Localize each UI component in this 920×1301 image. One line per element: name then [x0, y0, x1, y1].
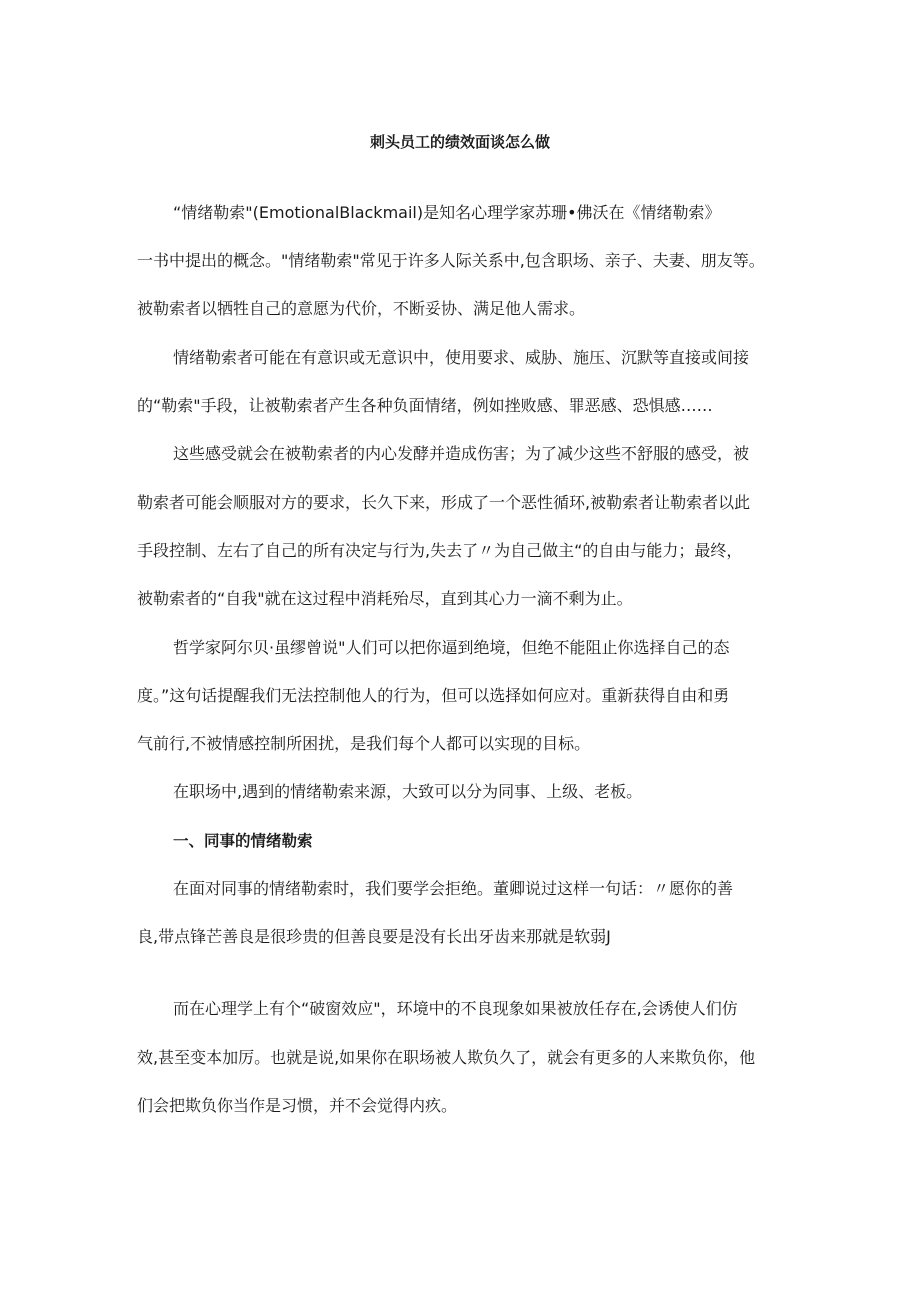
paragraph-line: 被勒索者的“自我"就在这过程中消耗殆尽，直到其心力一滴不剩为止。 — [137, 589, 633, 608]
paragraph-line: 良,带点锋芒善良是很珍贵的但善良要是没有长出牙齿来那就是软弱J — [137, 927, 611, 946]
paragraph-line: 们会把欺负你当作是习惯，并不会觉得内疚。 — [137, 1096, 458, 1115]
paragraph-line: 勒索者可能会顺服对方的要求，长久下来，形成了一个恶性循环,被勒索者让勒索者以此 — [137, 493, 751, 512]
paragraph-line: 被勒索者以牺牲自己的意愿为代价，不断妥协、满足他人需求。 — [137, 299, 586, 318]
paragraph-line: 手段控制、左右了自己的所有决定与行为,失去了〃为自己做主“的自由与能力；最终， — [137, 541, 743, 560]
paragraph-line: 一书中提出的概念。"情绪勒索"常见于许多人际关系中,包含职场、亲子、夫妻、朋友等。 — [137, 251, 765, 270]
paragraph-line: 的“勒索"手段，让被勒索者产生各种负面情绪，例如挫败感、罪恶感、恐惧感…… — [137, 396, 713, 415]
document-title: 刺头员工的绩效面谈怎么做 — [369, 133, 550, 151]
paragraph-line: 效,甚至变本加厉。也就是说,如果你在职场被人欺负久了，就会有更多的人来欺负你，他 — [137, 1048, 756, 1067]
paragraph-line: 这些感受就会在被勒索者的内心发酵并造成伤害；为了减少这些不舒服的感受，被 — [173, 444, 750, 463]
paragraph-line: 度。”这句话提醒我们无法控制他人的行为，但可以选择如何应对。重新获得自由和勇 — [137, 686, 730, 705]
paragraph-line: 在面对同事的情绪勒索时，我们要学会拒绝。董卿说过这样一句话：〃愿你的善 — [173, 879, 734, 898]
paragraph-line: 哲学家阿尔贝·虽缪曾说"人们可以把你逼到绝境，但绝不能阻止你选择自己的态 — [173, 638, 730, 657]
paragraph-line: “情绪勒索"(EmotionalBlackmail)是知名心理学家苏珊•佛沃在《情绪勒索》 — [173, 203, 721, 222]
paragraph-line: 在职场中,遇到的情绪勒索来源，大致可以分为同事、上级、老板。 — [173, 782, 643, 801]
paragraph-line: 情绪勒索者可能在有意识或无意识中，使用要求、威胁、施压、沉默等直接或间接 — [173, 348, 750, 367]
section-heading: 一、同事的情绪勒索 — [173, 832, 313, 850]
paragraph-line: 气前行,不被情感控制所困扰，是我们每个人都可以实现的目标。 — [137, 734, 591, 753]
paragraph-line: 而在心理学上有个“破窗效应"，环境中的不良现象如果被放任存在,会诱使人们仿 — [173, 999, 738, 1018]
